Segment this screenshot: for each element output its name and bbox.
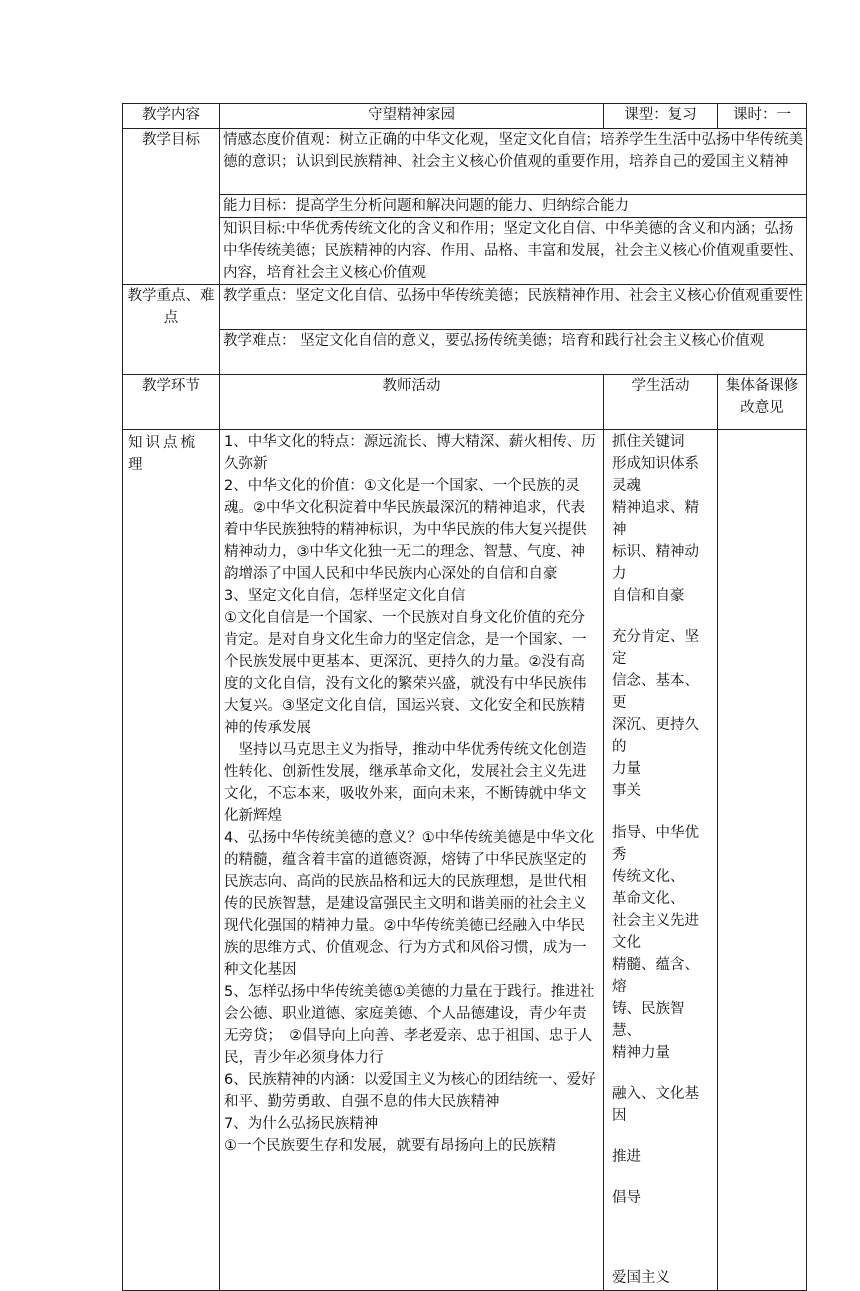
header-row (123, 104, 807, 129)
content-row (123, 430, 807, 1291)
review-notes (718, 430, 807, 1291)
teacher-paragraph: 4、弘扬中华传统美德的意义？①中华传统美德是中华文化的精髓，蕴含着丰富的道德资源，熔铸了中华民族坚定的民族志向、高尚的民族品格和远大的民族理想，是世代相传的民族智慧，是建设富强民主文明和谐美丽的社会主义现代化强国的精神力量。②中华传统美德已经融入中华民族的思维方式、价值观念、行为方式和风俗习惯，成为一种文化基因 (224, 830, 595, 978)
objective-emotion-row (123, 129, 807, 195)
focus-row (123, 285, 807, 330)
lesson-plan-table (122, 103, 807, 1291)
student-line: 精神追求、精神 (612, 500, 699, 538)
student-line: 指导、中华优秀 (612, 824, 699, 863)
lesson-type: 课型：复习 (604, 104, 718, 129)
teacher-paragraph: 2、中华文化的价值：①文化是一个国家、一个民族的灵魂。②中华文化积淀着中华民族最深沉的精神追求，代表着中华民族独特的精神标识，为中华民族的伟大复兴提供精神动力，③中华文化独一无二的理念、智慧、气度、神韵增添了中国人民和中华民族内心深处的自信和自豪 (224, 478, 587, 582)
teacher-paragraph: ①文化自信是一个国家、一个民族对自身文化价值的充分肯定。是对自身文化生命力的坚定信念，是一个国家、一个民族发展中更基本、更深沉、更持久的力量。②没有高度的文化自信，没有文化的繁荣兴盛，就没有中华民族伟大复兴。③坚定文化自信，国运兴衰、文化安全和民族精神的传承发展 (224, 610, 587, 736)
student-line: 文化 (612, 934, 641, 951)
student-line (612, 1229, 709, 1248)
student-line (612, 1209, 709, 1228)
teacher-header: 教师活动 (220, 375, 604, 430)
student-line: 革命文化、 (612, 890, 685, 907)
stage-header: 教学环节 (123, 375, 220, 430)
student-line: 社会主义先进 (612, 912, 699, 929)
student-line (612, 1168, 709, 1187)
student-line: 倡导 (612, 1190, 641, 1207)
teacher-paragraph: 5、怎样弘扬中华传统美德①美德的力量在于践行。推进社会公德、职业道德、家庭美德、个人品德建设，青少年责无旁贷； ②倡导向上向善、孝老爱亲、忠于祖国、忠于人民，青少年必须身体力行 (224, 984, 595, 1066)
student-line: 信念、基本、更 (612, 673, 699, 712)
student-header: 学生活动 (604, 375, 718, 430)
teacher-paragraph: 坚持以马克思主义为指导，推动中华优秀传统文化创造性转化、创新性发展，继承革命文化，发展社会主义先进文化，不忘本来，吸收外来，面向未来，不断铸就中华文化新辉煌 (224, 742, 587, 824)
student-line: 标识、精神动力 (612, 544, 699, 582)
student-line: 事关 (612, 783, 641, 800)
student-line (612, 1248, 709, 1267)
content-value: 守望精神家园 (220, 104, 604, 129)
teaching-difficulty: 教学难点： 坚定文化自信的意义，要弘扬传统美德；培育和践行社会主义核心价值观 (220, 330, 807, 375)
student-line (612, 607, 709, 626)
key-points-label: 教学重点、难点 (123, 285, 220, 375)
student-line: 灵魂 (612, 478, 641, 494)
objective-ability-row (123, 195, 807, 218)
teacher-paragraph: 1、中华文化的特点：源远流长、博大精深、薪火相传、历久弥新 (224, 434, 596, 472)
student-line: 深沉、更持久的 (612, 717, 699, 756)
column-header-row (123, 375, 807, 430)
student-line: 自信和自豪 (612, 588, 685, 604)
stage-label: 知识点梳理 (123, 430, 220, 1291)
class-hours: 课时：一 (718, 104, 807, 129)
difficulty-row (123, 330, 807, 375)
teacher-paragraph: 6、民族精神的内涵：以爱国主义为核心的团结统一、爱好和平、勤劳勇敢、自强不息的伟大民族精神 (224, 1072, 596, 1110)
student-line: 爱国主义 (612, 1270, 670, 1287)
teacher-paragraph: 3、坚定文化自信，怎样坚定文化自信 (224, 588, 466, 604)
student-line: 铸、民族智慧、 (612, 1000, 685, 1039)
objective-ability: 能力目标：提高学生分析问题和解决问题的能力、归纳综合能力 (220, 195, 807, 218)
student-line: 融入、文化基因 (612, 1085, 699, 1124)
student-line (612, 802, 709, 821)
student-line: 精神力量 (612, 1044, 670, 1061)
student-line: 推进 (612, 1149, 641, 1166)
student-line: 抓住关键词 (612, 434, 685, 450)
teacher-paragraph: ①一个民族要生存和发展，就要有昂扬向上的民族精 (224, 1138, 556, 1154)
content-label: 教学内容 (123, 104, 220, 129)
objective-knowledge-row (123, 218, 807, 285)
teacher-paragraph-list (224, 431, 599, 1157)
student-line: 精髓、蕴含、熔 (612, 956, 699, 995)
student-activity (604, 430, 718, 1291)
student-line (612, 1064, 709, 1083)
student-line-list (612, 431, 709, 1289)
student-line: 力量 (612, 761, 641, 778)
teacher-paragraph: 7、为什么弘扬民族精神 (224, 1116, 379, 1132)
teaching-focus: 教学重点：坚定文化自信、弘扬中华传统美德；民族精神作用、社会主义核心价值观重要性 (220, 285, 807, 330)
student-line: 形成知识体系 (612, 456, 699, 472)
student-line: 传统文化、 (612, 868, 685, 885)
student-line (612, 1127, 709, 1146)
objectives-label: 教学目标 (123, 129, 220, 285)
teacher-activity (220, 430, 604, 1291)
objective-knowledge: 知识目标:中华优秀传统文化的含义和作用；坚定文化自信、中华美德的含义和内涵；弘扬中华传统美德；民族精神的内容、作用、品格、丰富和发展，社会主义核心价值观重要性、内容，培育社会主义核心价值观 (220, 218, 807, 285)
student-line: 充分肯定、坚定 (612, 629, 699, 668)
review-header: 集体备课修改意见 (718, 375, 807, 430)
objective-emotion: 情感态度价值观：树立正确的中华文化观，坚定文化自信；培养学生生活中弘扬中华传统美德的意识；认识到民族精神、社会主义核心价值观的重要作用，培养自己的爱国主义精神 (220, 129, 807, 195)
